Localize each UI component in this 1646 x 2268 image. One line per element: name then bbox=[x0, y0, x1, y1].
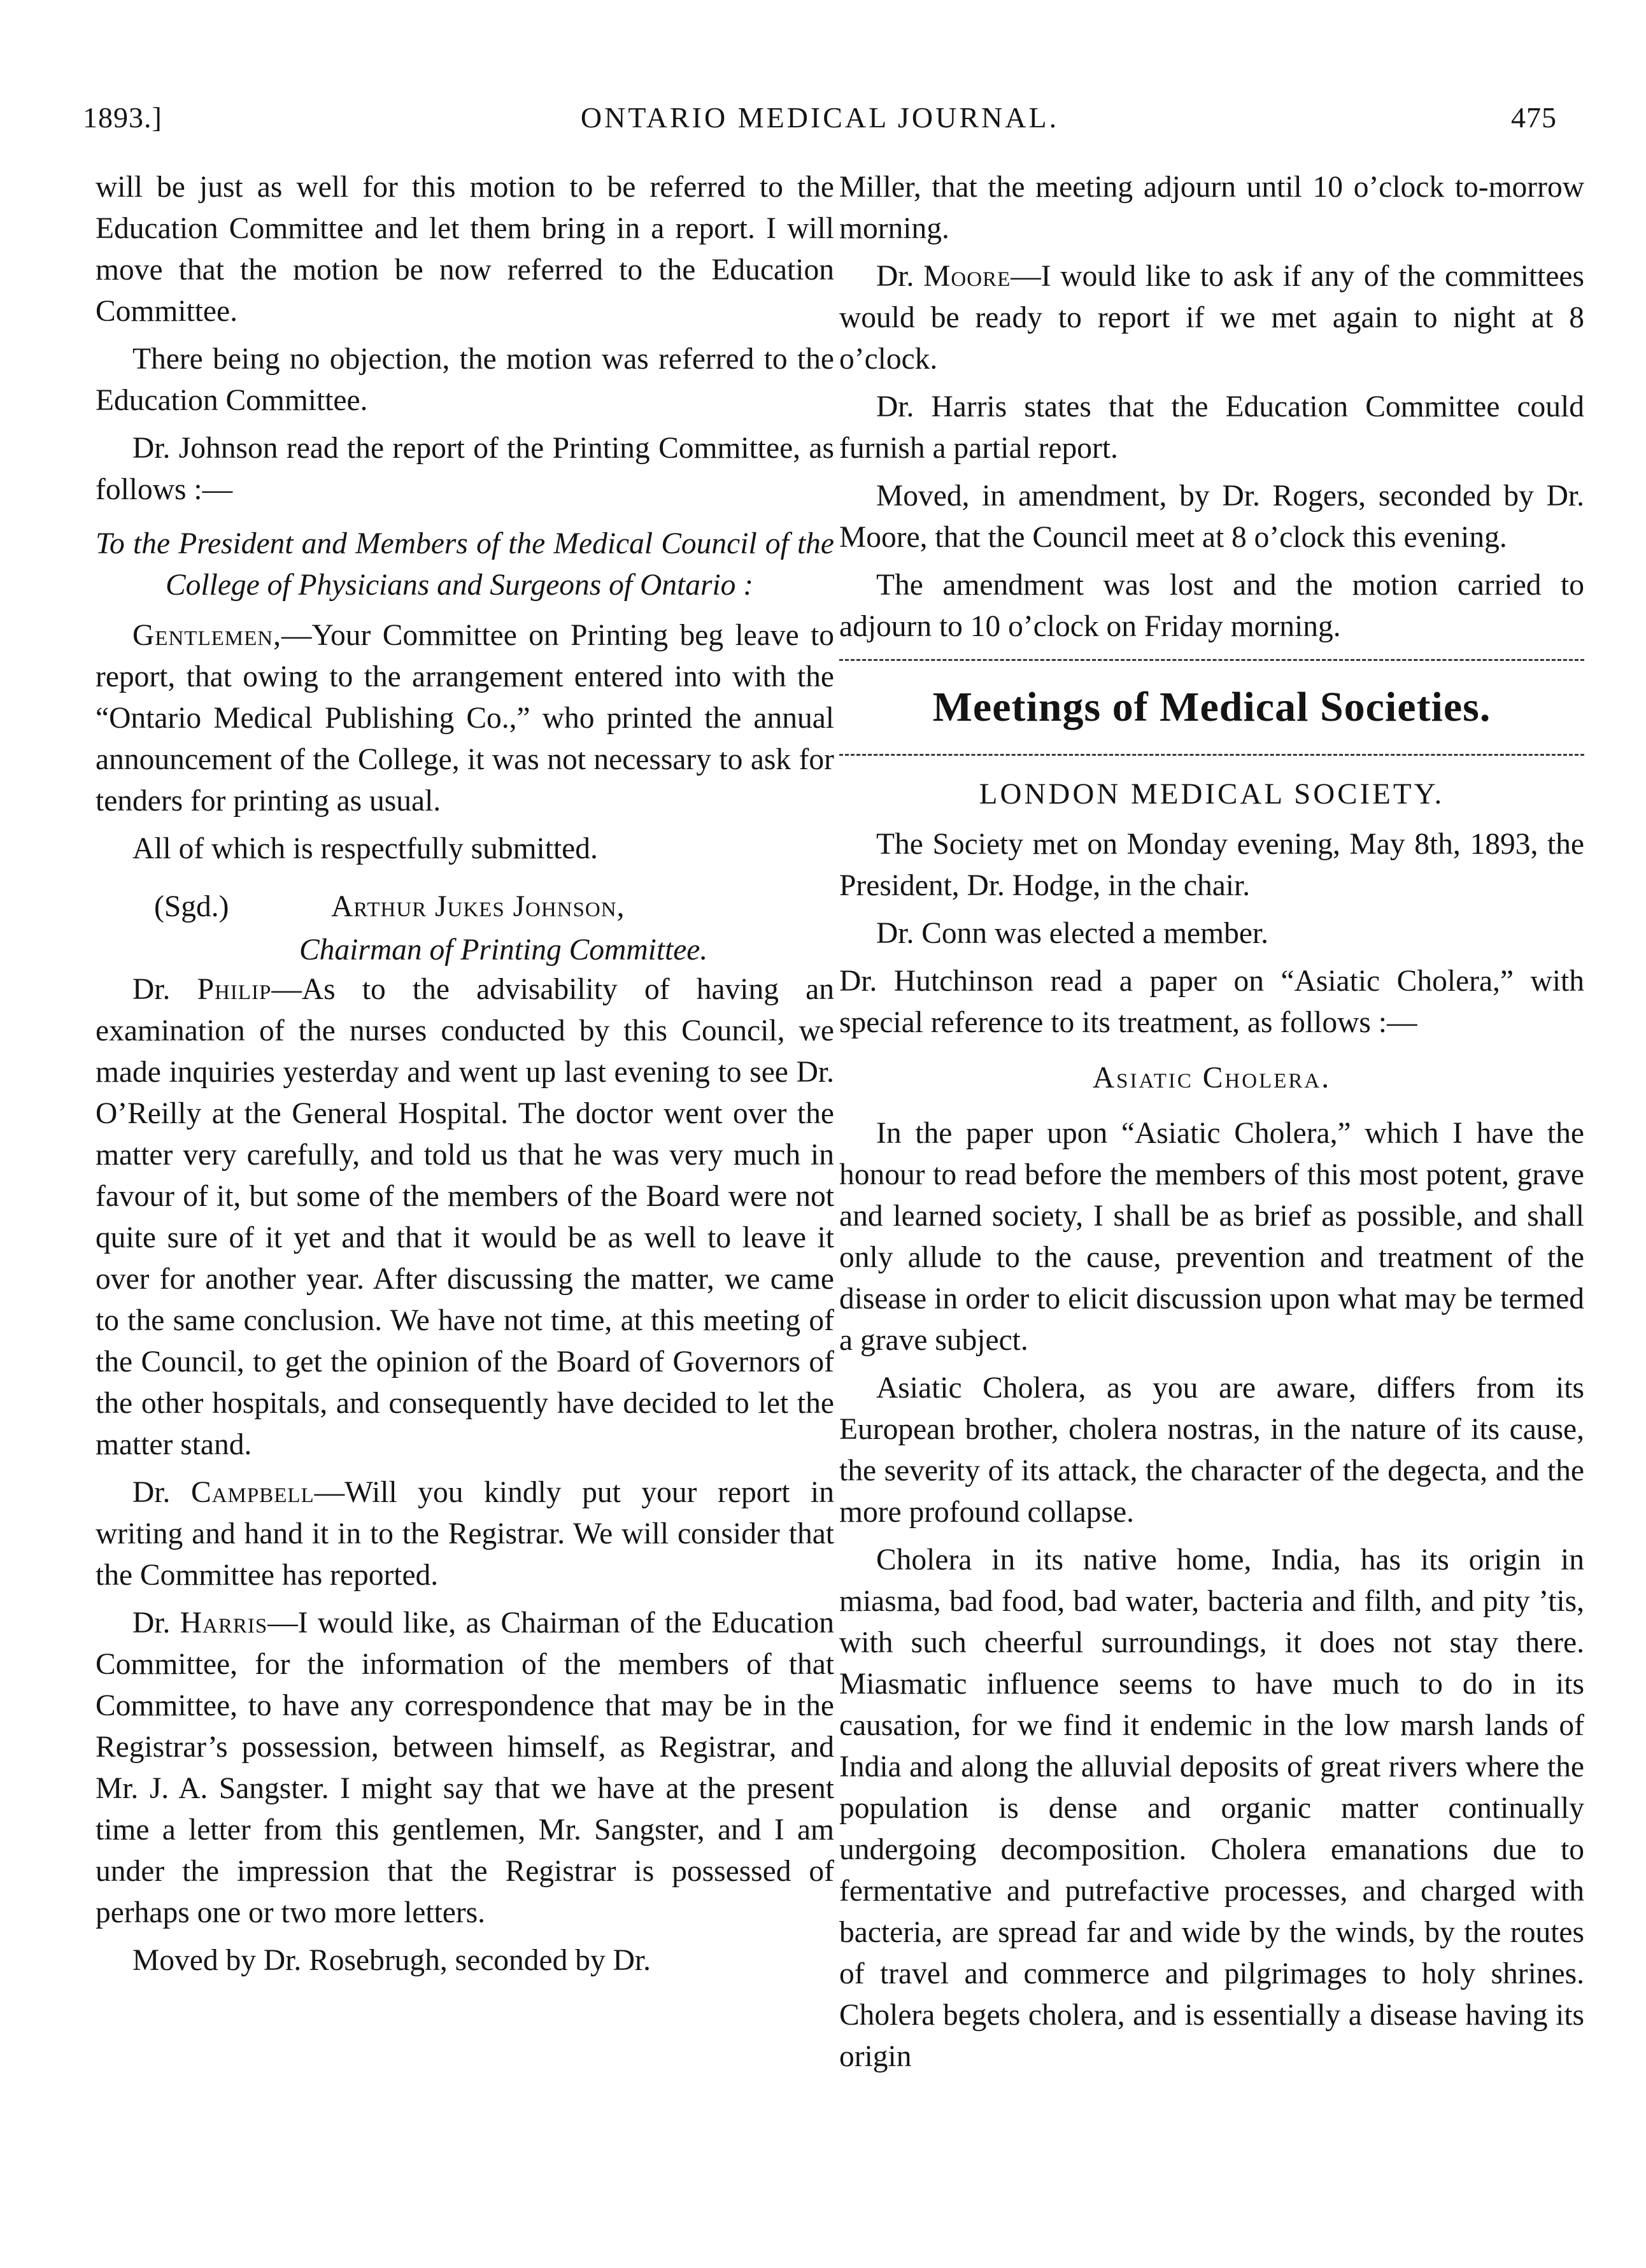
paragraph-text: —Will you kindly put your report in writing and hand it in to the Registrar. We will consider that the Committee has reported. bbox=[96, 1476, 835, 1592]
paragraph: The amendment was lost and the motion carried to adjourn to 10 o’clock on Friday morning. bbox=[839, 569, 1584, 643]
paragraph-text: —I would like to ask if any of the committees would be ready to report if we met again to night at 8 o’clock. bbox=[839, 260, 1584, 376]
header-year: 1893.] bbox=[83, 101, 162, 134]
paragraph: All of which is respectfully submitted. bbox=[132, 832, 598, 865]
signature-block bbox=[96, 886, 834, 969]
paragraph: Dr. Hutchinson read a paper on “Asiatic Cholera,” with special reference to its treatment, as follows :— bbox=[839, 965, 1584, 1039]
paragraph: will be just as well for this motion to be referred to the Education Committee and let them bring in a report. I will move that the motion be now referred to the Education Committee. bbox=[96, 171, 834, 328]
right-column bbox=[839, 167, 1584, 2084]
paragraph: Asiatic Cholera, as you are aware, differs from its European brother, cholera nostras, in the nature of its cause, the severity of its attack, the character of the degecta, and the more profound collapse. bbox=[839, 1371, 1584, 1529]
paragraph: There being no objection, the motion was referred to the Education Committee. bbox=[96, 343, 834, 417]
paragraph-text: —As to the advisability of having an examination of the nurses conducted by this Council, we made inquiries yesterday and went up last evening to see Dr. O’Reilly at the General Hospital. The doctor went over the matter very carefully, and told us that he was very much in favour of it, but some of the members of the Board were not quite sure of it yet and that it would be as well to leave it over for another year. After discussing the matter, we came to the same conclusion. We have not time, at this meeting of the Council, to get the opinion of the Board of Governors of the other hospitals, and consequently have decided to let the matter stand. bbox=[96, 973, 834, 1461]
paragraph: Moved, in amendment, by Dr. Rogers, seconded by Dr. Moore, that the Council meet at 8 o’clock this evening. bbox=[839, 479, 1584, 554]
paragraph: Moved by Dr. Rosebrugh, seconded by Dr. bbox=[132, 1944, 651, 1977]
paragraph-text: —I would like, as Chairman of the Education Committee, for the information of the members of that Committee, to have any correspondence that may be in the Registrar’s possession, between himself, as Registrar, and Mr. J. A. Sangster. I might say that we have at the present time a letter from this gentlemen, Mr. Sangster, and I am under the impression that the Registrar is possessed of perhaps one or two more letters. bbox=[96, 1606, 834, 1929]
paragraph: Dr. Harris states that the Education Committee could furnish a partial report. bbox=[839, 390, 1584, 465]
speaker-name: Gentlemen, bbox=[132, 619, 281, 652]
speaker-name: Philip bbox=[197, 973, 272, 1006]
paragraph bbox=[96, 969, 834, 1466]
speaker-name: Harris bbox=[180, 1606, 268, 1640]
speaker-name: Moore bbox=[923, 260, 1011, 293]
section-heading: Meetings of Medical Societies. bbox=[932, 684, 1491, 730]
paragraph bbox=[96, 1603, 834, 1934]
speaker-prefix: Dr. bbox=[876, 260, 924, 293]
paper-title: Asiatic Cholera. bbox=[1092, 1061, 1331, 1095]
paragraph bbox=[96, 1472, 834, 1596]
paragraph: In the paper upon “Asiatic Cholera,” which I have the honour to read before the members of this most potent, grave and learned society, I shall be as brief as possible, and shall only allude to the cause, prevention and treatment of the disease in order to elicit discussion upon what may be termed a grave subject. bbox=[839, 1117, 1584, 1357]
paragraph: The Society met on Monday evening, May 8th, 1893, the President, Dr. Hodge, in the chair. bbox=[839, 828, 1584, 902]
signatory-title: Chairman of Printing Committee. bbox=[299, 933, 708, 967]
society-name: LONDON MEDICAL SOCIETY. bbox=[979, 777, 1445, 811]
journal-title: ONTARIO MEDICAL JOURNAL. bbox=[580, 101, 1060, 134]
signature-sgd: (Sgd.) bbox=[154, 890, 229, 923]
paragraph: Dr. Conn was elected a member. bbox=[876, 917, 1268, 950]
signatory-name: Arthur Jukes Johnson, bbox=[331, 890, 625, 923]
running-head bbox=[83, 101, 1557, 145]
page-number: 475 bbox=[1511, 101, 1557, 134]
speaker-name: Campbell bbox=[190, 1476, 315, 1509]
paragraph: Miller, that the meeting adjourn until 10 o’clock to-morrow morning. bbox=[839, 171, 1584, 245]
speaker-prefix: Dr. bbox=[132, 1476, 191, 1509]
section-rule-top bbox=[839, 659, 1584, 661]
section-rule-bottom bbox=[839, 754, 1584, 756]
paragraph: Dr. Johnson read the report of the Printing Committee, as follows :— bbox=[96, 432, 834, 506]
report-address: To the President and Members of the Medical Council of the College of Physicians and Surgeons of Ontario : bbox=[96, 527, 834, 602]
paragraph bbox=[96, 615, 834, 822]
paragraph: Cholera in its native home, India, has its origin in miasma, bad food, bad water, bacteria and filth, and pity ’tis, with such cheerful surroundings, it does not stay there. Miasmatic influence seems to have much to do in its causation, for we find it endemic in the low marsh lands of India and along the alluvial deposits of great rivers where the population is dense and organic matter continually undergoing decomposition. Cholera emanations due to fermentative and putrefactive processes, and charged with bacteria, are spread far and wide by the winds, by the routes of travel and commerce and pilgrimages to holy shrines. Cholera begets cholera, and is essentially a disease having its origin bbox=[839, 1543, 1584, 2073]
paragraph-text: —Your Committee on Printing beg leave to report, that owing to the arrangement entered into with the “Ontario Medical Publishing Co.,” who printed the annual announcement of the College, it was not necessary to ask for tenders for printing as usual. bbox=[96, 619, 834, 818]
speaker-prefix: Dr. bbox=[132, 973, 197, 1006]
left-column bbox=[96, 167, 834, 1988]
paragraph bbox=[839, 256, 1584, 380]
speaker-prefix: Dr. bbox=[132, 1606, 180, 1640]
